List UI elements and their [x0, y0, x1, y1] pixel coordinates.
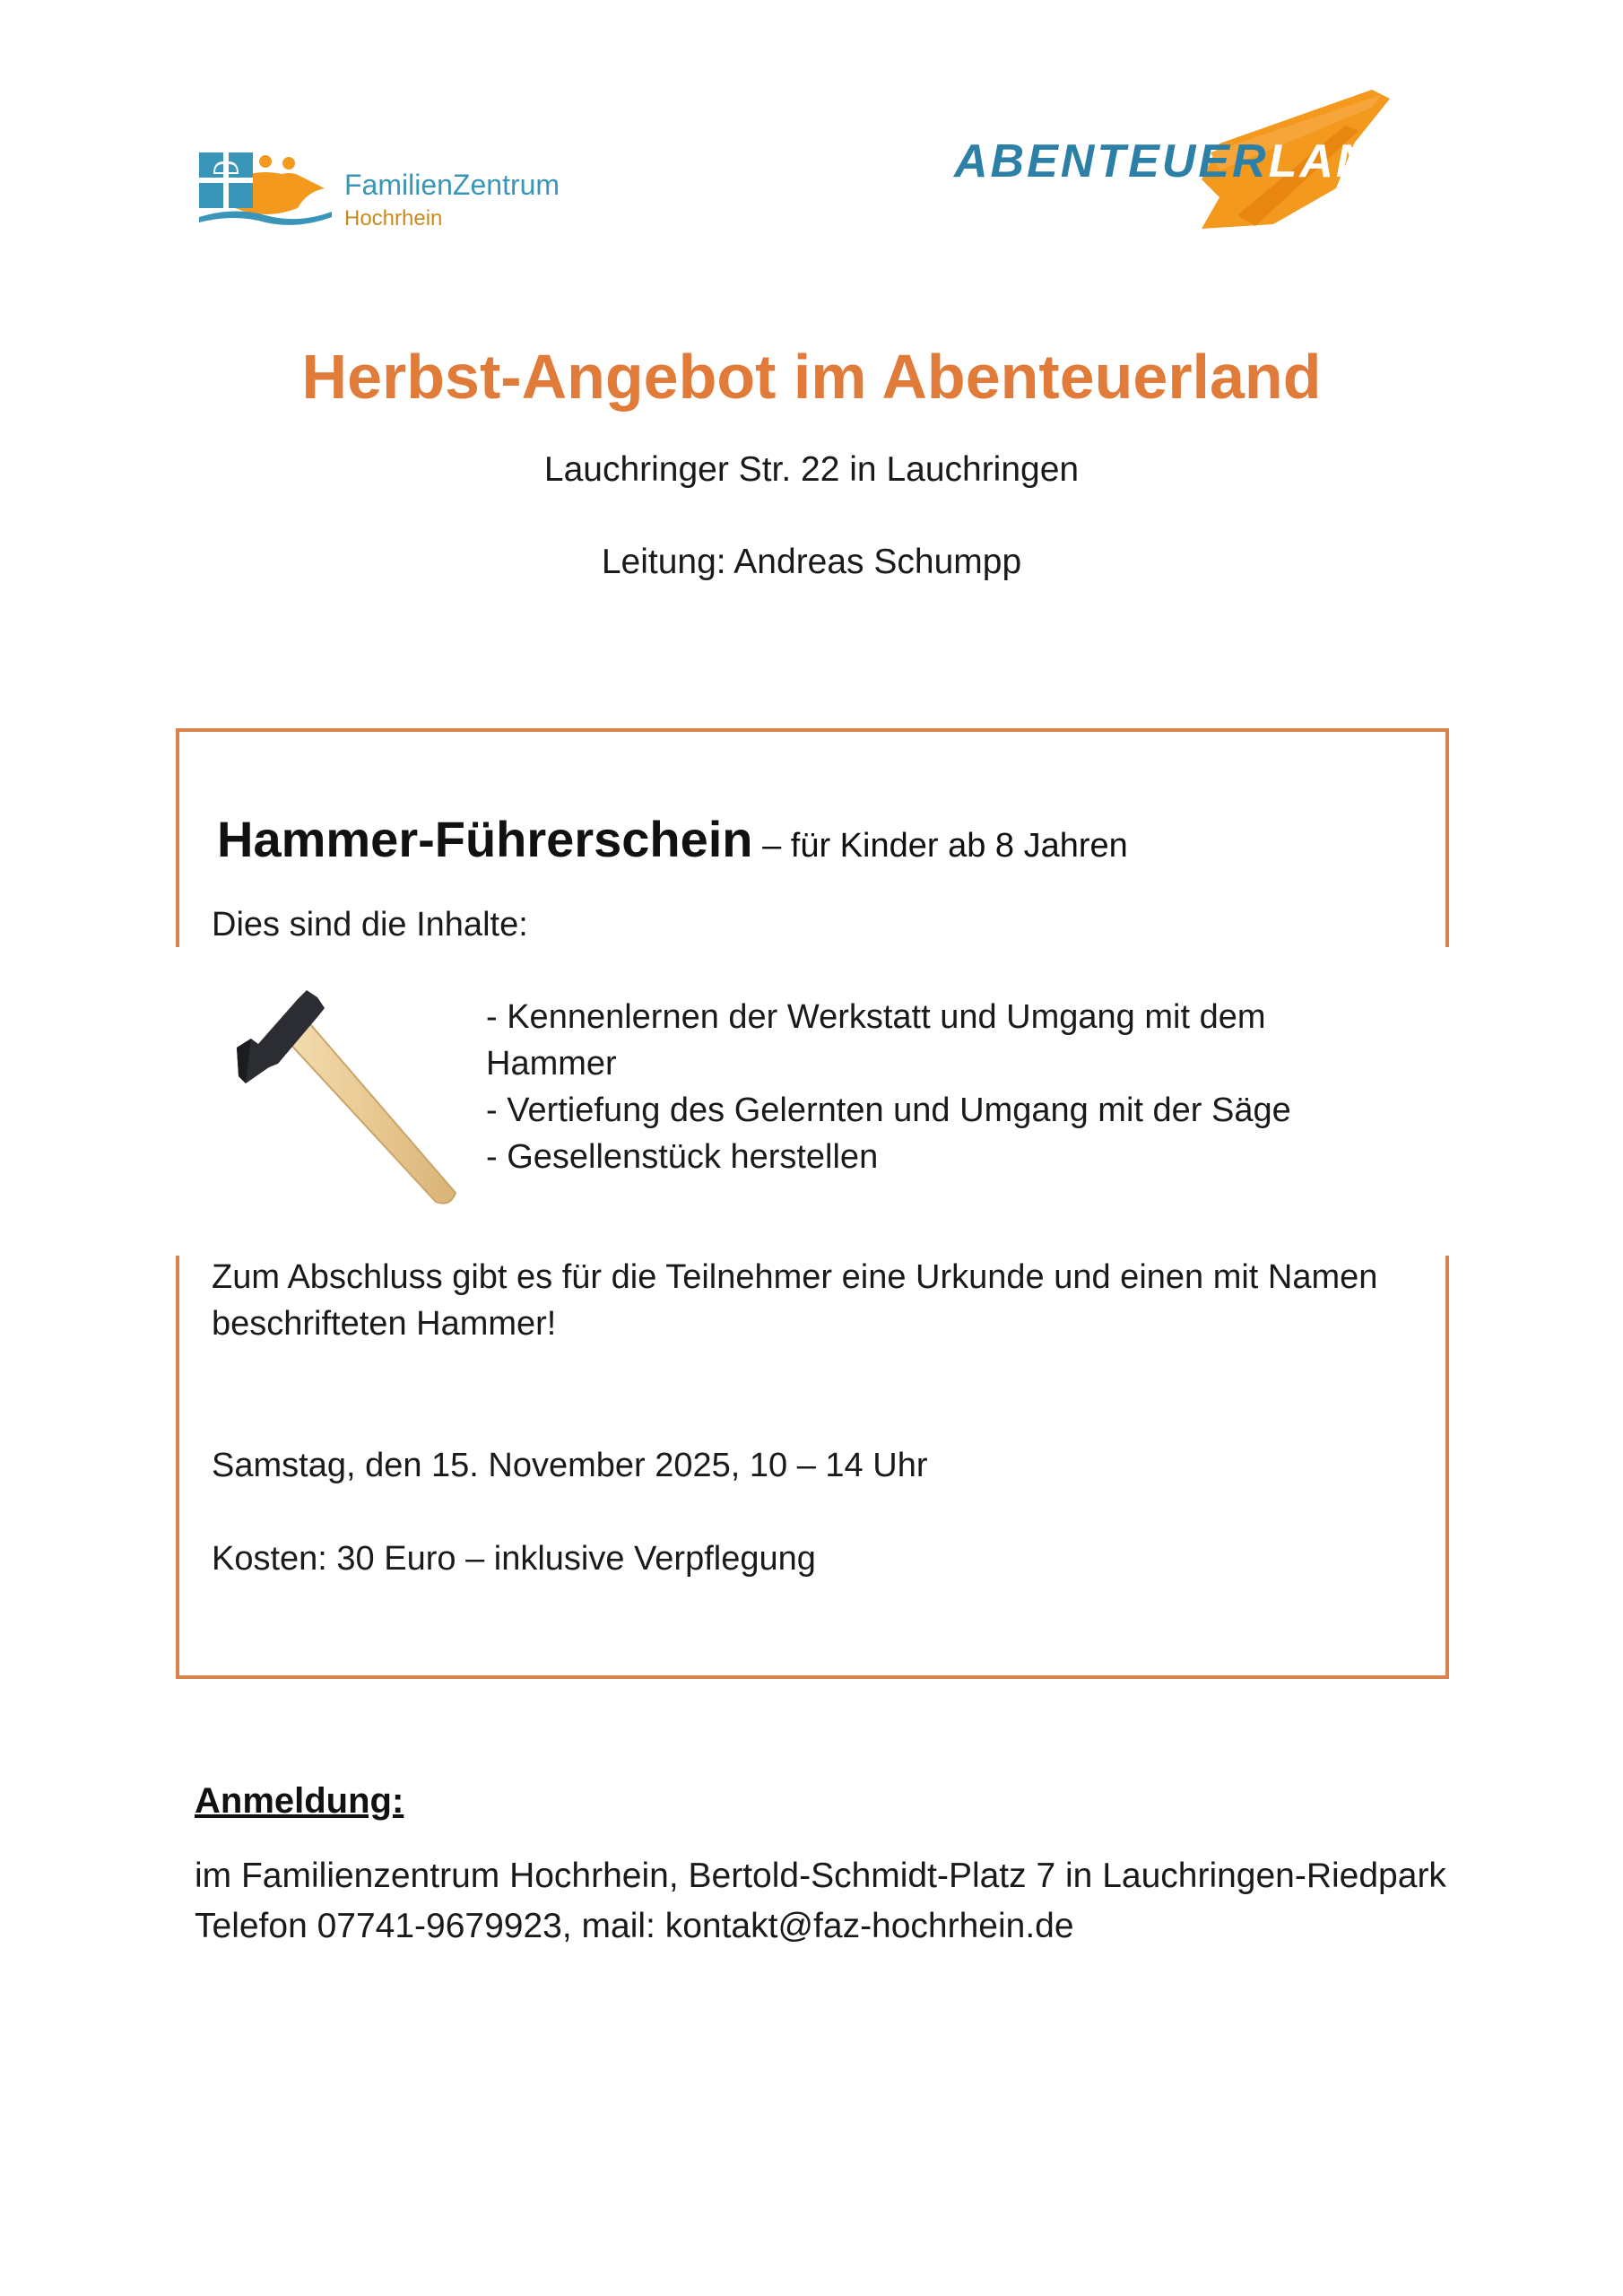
hammer-icon	[231, 978, 464, 1211]
familienzentrum-logo	[199, 152, 665, 242]
list-item: - Kennenlernen der Werkstatt und Umgang mit dem Hammer	[486, 998, 1266, 1083]
contents-intro: Dies sind die Inhalte:	[212, 906, 528, 944]
registration-text: im Familienzentrum Hochrhein, Bertold-Schmidt-Platz 7 in Lauchringen-Riedpark Telefon 07741-9679923, mail: kontakt@faz-hochrhein.de	[195, 1857, 1446, 1945]
event-cost: Kosten: 30 Euro – inklusive Verpflegung	[212, 1540, 816, 1578]
list-item: - Gesellenstück herstellen	[486, 1138, 879, 1176]
diakonie-cross-icon	[199, 152, 253, 208]
event-date: Samstag, den 15. November 2025, 10 – 14 Uhr	[212, 1447, 928, 1484]
abenteuerland-wordmark: ABENTEUERLAND	[954, 135, 1409, 187]
box-border-gap-left	[170, 947, 183, 1256]
familienzentrum-name: FamilienZentrum	[344, 169, 560, 201]
list-item: - Vertiefung des Gelernten und Umgang mit der Säge	[486, 1091, 1291, 1129]
closing-text: Zum Abschluss gibt es für die Teilnehmer eine Urkunde und einen mit Namen beschrifteten Hammer!	[212, 1258, 1378, 1343]
course-name: Hammer-Führerschein	[217, 811, 753, 867]
box-border-gap-right	[1442, 947, 1454, 1256]
contents-list	[486, 994, 1383, 1180]
abenteuerland-logo	[950, 90, 1409, 233]
leader-line: Leitung: Andreas Schumpp	[601, 543, 1022, 581]
course-age: – für Kinder ab 8 Jahren	[752, 827, 1128, 865]
address-line: Lauchringer Str. 22 in Lauchringen	[543, 450, 1080, 489]
hammer-image	[231, 978, 464, 1211]
course-title	[217, 810, 1128, 868]
familienzentrum-sub: Hochrhein	[344, 206, 443, 230]
registration-title: Anmeldung:	[195, 1781, 404, 1821]
page-title: Herbst-Angebot im Abenteuerland	[301, 342, 1322, 412]
